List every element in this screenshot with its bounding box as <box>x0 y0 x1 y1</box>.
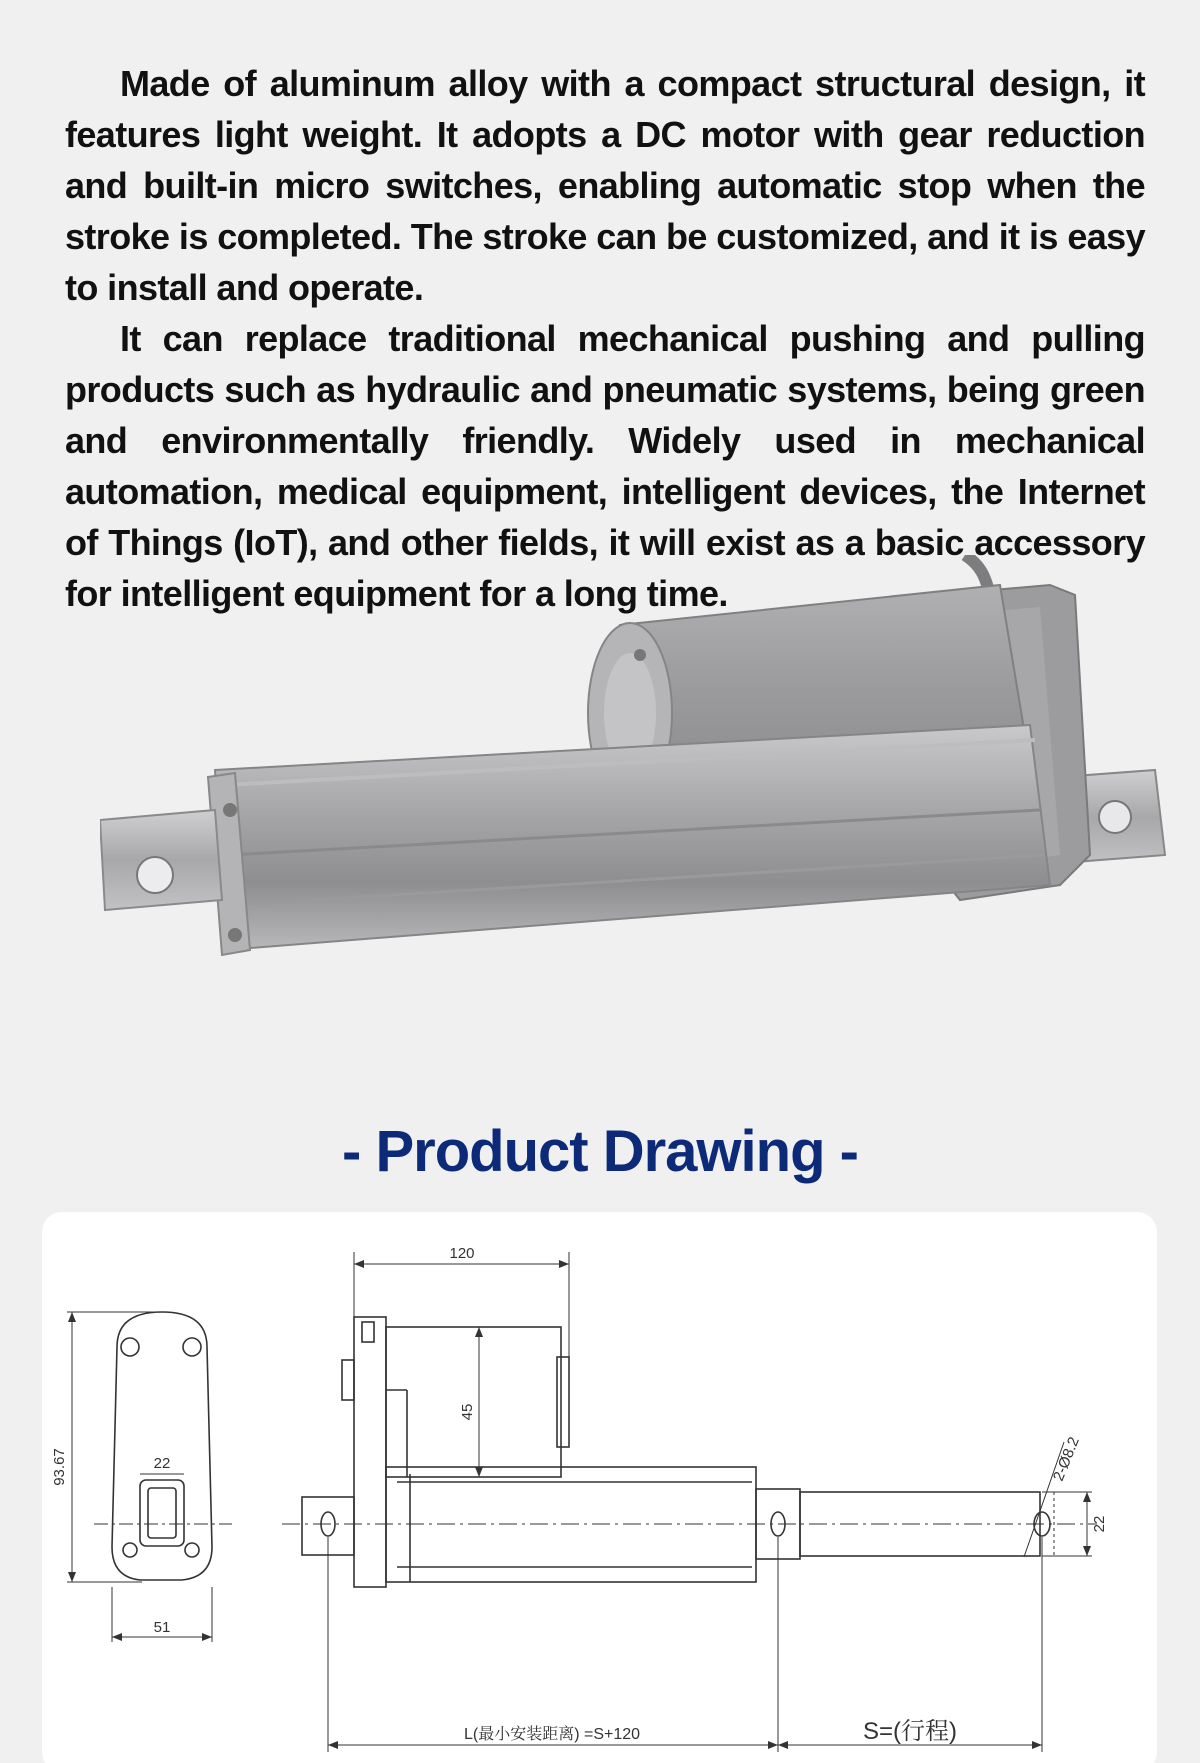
product-drawing-card <box>42 1212 1157 1763</box>
section-title: - Product Drawing - <box>342 1119 858 1184</box>
dim-height-label: 93.67 <box>51 1448 68 1486</box>
dim-slot-label: 22 <box>153 1455 171 1472</box>
dim-stroke-label: S=(行程) <box>862 1718 958 1745</box>
intro-text <box>65 58 1145 619</box>
technical-drawing <box>42 1212 1157 1763</box>
intro-paragraph-2: It can replace traditional mechanical pushing and pulling products such as hydraulic and pneumatic systems, being green and environmentally friendly. Widely used in mechanical automation, medical equipment, intelligent devices, the Internet of Things (IoT), and other fields, it will exist as a basic accessory for intelligent equipment for a long time. <box>65 318 1145 614</box>
dim-width-label: 51 <box>153 1619 171 1636</box>
dim-motor-label: 45 <box>459 1403 476 1421</box>
dim-hole-label: 2-Ø8.2 <box>1049 1434 1083 1484</box>
intro-paragraph-1: Made of aluminum alloy with a compact structural design, it features light weight. It adopts a DC motor with gear reduction and built-in micro switches, enabling automatic stop when the stroke is completed. The stroke can be customized, and it is easy to install and operate. <box>65 63 1145 308</box>
dim-top-length-label: 120 <box>449 1245 475 1262</box>
dim-install-label: L(最小安装距离) =S+120 <box>463 1726 641 1743</box>
dim-rod-label: 22 <box>1091 1515 1108 1533</box>
linear-actuator-photo <box>100 555 1170 1075</box>
